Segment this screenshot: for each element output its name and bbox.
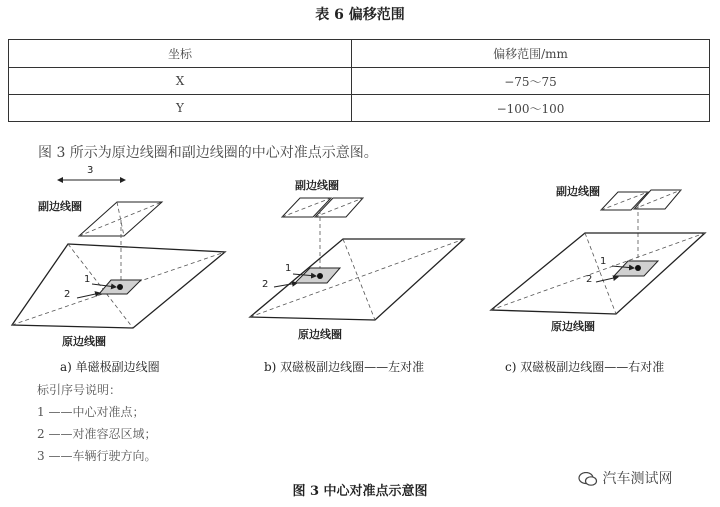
legend-item: 3 ——车辆行驶方向。 — [37, 449, 157, 463]
direction-number: 3 — [87, 165, 94, 176]
table-title: 表 6 偏移范围 — [315, 7, 405, 23]
table-header-cell: 坐标 — [9, 40, 352, 68]
table-cell: −75～75 — [352, 68, 710, 95]
primary-coil-label: 原边线圈 — [62, 335, 106, 348]
table-header-cell: 偏移范围/mm — [352, 40, 710, 68]
primary-coil-label: 原边线圈 — [551, 320, 595, 333]
center-point — [117, 284, 123, 290]
legend-item: 2 ——对准容忍区域； — [37, 427, 157, 441]
marker-1: 1 — [600, 256, 607, 267]
table-cell: Y — [9, 95, 352, 122]
caption-c: c) 双磁极副边线圈——右对准 — [505, 360, 665, 374]
figure-c — [491, 190, 705, 314]
intro-text: 图 3 所示为原边线圈和副边线圈的中心对准点示意图。 — [38, 145, 378, 161]
caption-b: b) 双磁极副边线圈——左对准 — [264, 360, 425, 374]
center-point — [317, 273, 323, 279]
watermark-text: 汽车测试网 — [602, 471, 673, 487]
secondary-coil-label: 副边线圈 — [556, 185, 600, 198]
marker-2: 2 — [64, 289, 71, 300]
primary-coil-label: 原边线圈 — [298, 328, 342, 341]
marker-1: 1 — [84, 274, 91, 285]
primary-coil — [250, 239, 464, 320]
marker-1: 1 — [285, 263, 292, 274]
marker-2: 2 — [586, 274, 593, 285]
legend-title: 标引序号说明： — [37, 383, 122, 397]
figure-title: 图 3 中心对准点示意图 — [292, 484, 428, 499]
secondary-coil-label: 副边线圈 — [295, 179, 339, 192]
primary-coil — [491, 233, 705, 314]
figure-b — [250, 198, 464, 320]
center-point — [635, 265, 641, 271]
marker-2: 2 — [262, 279, 269, 290]
table-cell: X — [9, 68, 352, 95]
table-cell: −100～100 — [352, 95, 710, 122]
legend-item: 1 ——中心对准点； — [37, 405, 145, 419]
caption-a: a) 单磁极副边线圈 — [60, 360, 160, 374]
secondary-coil-label: 副边线圈 — [38, 200, 82, 213]
